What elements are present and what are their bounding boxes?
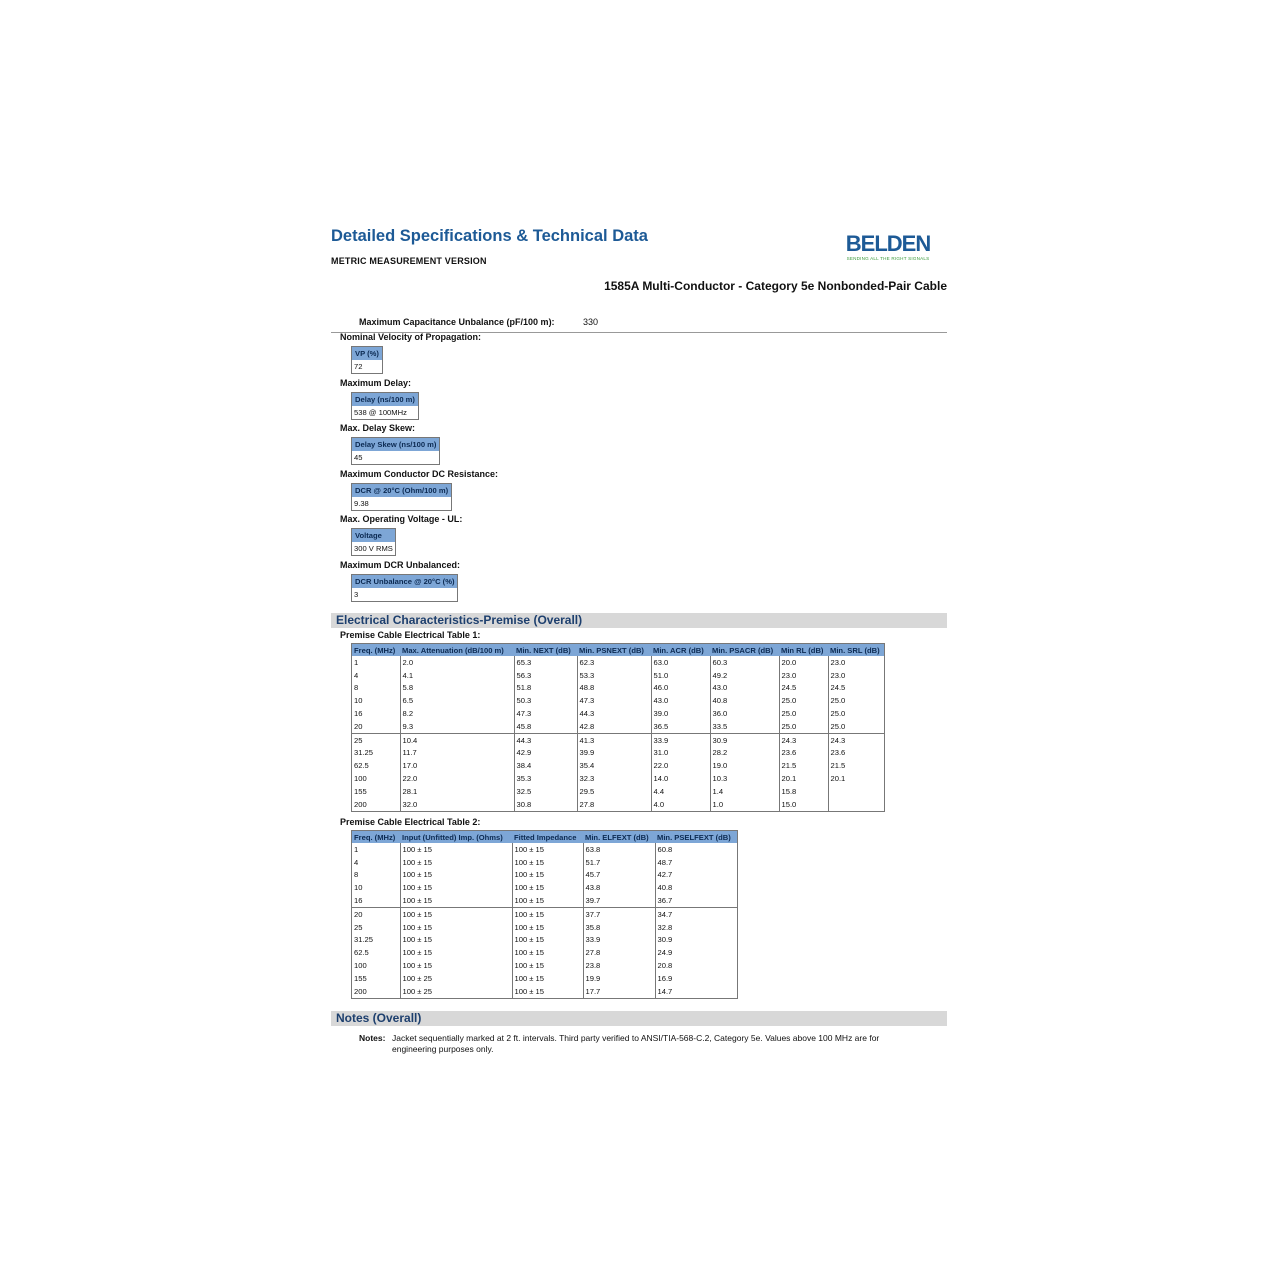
- table-cell: 32.3: [577, 772, 651, 785]
- table-cell: 24.5: [779, 682, 828, 695]
- table-cell: 20.8: [655, 959, 738, 972]
- table-cell: 36.7: [655, 894, 738, 907]
- table-row: [352, 785, 885, 798]
- table-cell: 47.3: [577, 694, 651, 707]
- property-header: Voltage: [352, 529, 395, 542]
- notes-label: Notes:: [359, 1033, 386, 1043]
- table-cell: 24.9: [655, 946, 738, 959]
- table-cell: 4: [352, 856, 401, 869]
- table-cell: 35.4: [577, 759, 651, 772]
- column-header: Min. SRL (dB): [828, 644, 885, 657]
- table-cell: 2.0: [400, 656, 514, 669]
- table-cell: 4.4: [651, 785, 710, 798]
- property-header: VP (%): [352, 347, 382, 360]
- property-header: DCR Unbalance @ 20°C (%): [352, 575, 457, 588]
- table-cell: 100 ± 15: [400, 934, 512, 947]
- table-cell: 24.3: [828, 733, 885, 746]
- property-table: [351, 574, 458, 602]
- table-cell: 25.0: [779, 720, 828, 733]
- table-cell: 32.8: [655, 921, 738, 934]
- product-title: 1585A Multi-Conductor - Category 5e Nonbonded-Pair Cable: [604, 279, 947, 293]
- table-cell: 40.8: [710, 694, 779, 707]
- table-cell: 44.3: [514, 733, 577, 746]
- table-row: [352, 694, 885, 707]
- table-cell: 27.8: [577, 798, 651, 811]
- table-cell: 200: [352, 798, 401, 811]
- table-cell: 100 ± 15: [512, 934, 583, 947]
- table-cell: 62.5: [352, 759, 401, 772]
- table-cell: 44.3: [577, 707, 651, 720]
- table-cell: 24.5: [828, 682, 885, 695]
- table-row: [352, 843, 738, 856]
- table-cell: 51.8: [514, 682, 577, 695]
- property-label: Maximum DCR Unbalanced:: [340, 560, 461, 570]
- table-cell: 1.0: [710, 798, 779, 811]
- table-cell: 100: [352, 959, 401, 972]
- column-header: Max. Attenuation (dB/100 m): [400, 644, 514, 657]
- property-label: Nominal Velocity of Propagation:: [340, 332, 482, 342]
- table-cell: 4.0: [651, 798, 710, 811]
- table-cell: 31.25: [352, 747, 401, 760]
- table-cell: 38.4: [514, 759, 577, 772]
- table-cell: 4: [352, 669, 401, 682]
- table-cell: 32.5: [514, 785, 577, 798]
- table-cell: 100 ± 15: [512, 959, 583, 972]
- property-header: Delay (ns/100 m): [352, 393, 418, 406]
- table-cell: 100 ± 25: [400, 972, 512, 985]
- table-cell: 63.8: [583, 843, 655, 856]
- table-cell: 19.0: [710, 759, 779, 772]
- table-cell: 23.0: [828, 656, 885, 669]
- table-cell: 100 ± 15: [512, 946, 583, 959]
- table-cell: 33.9: [651, 733, 710, 746]
- table-cell: [828, 785, 885, 798]
- table-cell: 51.7: [583, 856, 655, 869]
- table-cell: 30.9: [655, 934, 738, 947]
- table-cell: 100 ± 15: [400, 881, 512, 894]
- property-value: 9.38: [354, 499, 369, 508]
- property-label: Maximum Conductor DC Resistance:: [340, 469, 499, 479]
- table-cell: 20.0: [779, 656, 828, 669]
- table-header-row: [352, 831, 738, 844]
- table-cell: 19.9: [583, 972, 655, 985]
- column-header: Min RL (dB): [779, 644, 828, 657]
- table-cell: 39.0: [651, 707, 710, 720]
- column-header: Min. PSACR (dB): [710, 644, 779, 657]
- table-cell: 20.1: [779, 772, 828, 785]
- table-cell: 39.9: [577, 747, 651, 760]
- table-row: [352, 972, 738, 985]
- table-cell: 46.0: [651, 682, 710, 695]
- column-header: Freq. (MHz): [352, 644, 401, 657]
- table-cell: 43.0: [651, 694, 710, 707]
- table-cell: 34.7: [655, 907, 738, 920]
- table-cell: 1: [352, 843, 401, 856]
- table-cell: 65.3: [514, 656, 577, 669]
- table-cell: 21.5: [828, 759, 885, 772]
- table-cell: 100 ± 15: [512, 985, 583, 998]
- table-cell: 17.0: [400, 759, 514, 772]
- table-cell: 60.8: [655, 843, 738, 856]
- table-cell: 100 ± 15: [512, 894, 583, 907]
- property-table: [351, 437, 440, 465]
- table-cell: 20: [352, 907, 401, 920]
- table-cell: 10: [352, 694, 401, 707]
- table-cell: 42.8: [577, 720, 651, 733]
- electrical-table-1: [351, 643, 885, 812]
- property-header: DCR @ 20°C (Ohm/100 m): [352, 484, 451, 497]
- table-cell: 36.0: [710, 707, 779, 720]
- table-cell: 6.5: [400, 694, 514, 707]
- table-row: [352, 682, 885, 695]
- table-cell: 100 ± 15: [400, 921, 512, 934]
- table-cell: 100 ± 15: [512, 907, 583, 920]
- table-cell: 155: [352, 972, 401, 985]
- table-cell: 39.7: [583, 894, 655, 907]
- table-cell: 8.2: [400, 707, 514, 720]
- table-cell: 20: [352, 720, 401, 733]
- table-cell: 33.9: [583, 934, 655, 947]
- table-cell: 100 ± 15: [400, 856, 512, 869]
- table-row: [352, 869, 738, 882]
- property-value: 72: [354, 362, 363, 371]
- table-cell: 45.7: [583, 869, 655, 882]
- property-value: 300 V RMS: [354, 544, 393, 553]
- table-cell: [828, 798, 885, 811]
- table-cell: 51.0: [651, 669, 710, 682]
- table-row: [352, 985, 738, 998]
- table-cell: 27.8: [583, 946, 655, 959]
- table-row: [352, 759, 885, 772]
- table-cell: 62.3: [577, 656, 651, 669]
- table-cell: 31.0: [651, 747, 710, 760]
- table-cell: 28.1: [400, 785, 514, 798]
- table1-label: Premise Cable Electrical Table 1:: [340, 630, 481, 640]
- table-cell: 48.7: [655, 856, 738, 869]
- property-value: 3: [354, 590, 359, 599]
- table-row: [352, 894, 738, 907]
- table-cell: 32.0: [400, 798, 514, 811]
- logo-tagline: SENDING ALL THE RIGHT SIGNALS: [846, 256, 930, 261]
- table-cell: 50.3: [514, 694, 577, 707]
- table-cell: 25.0: [828, 694, 885, 707]
- section-header-notes: [331, 1011, 947, 1026]
- table-row: [352, 707, 885, 720]
- table-cell: 25.0: [828, 720, 885, 733]
- table-cell: 8: [352, 682, 401, 695]
- table-cell: 23.0: [779, 669, 828, 682]
- table-cell: 25: [352, 733, 401, 746]
- section-header-electrical: [331, 613, 947, 628]
- table-cell: 30.8: [514, 798, 577, 811]
- table-cell: 36.5: [651, 720, 710, 733]
- table-row: [352, 656, 885, 669]
- table-cell: 33.5: [710, 720, 779, 733]
- table-cell: 56.3: [514, 669, 577, 682]
- table-cell: 35.3: [514, 772, 577, 785]
- table-cell: 23.6: [828, 747, 885, 760]
- column-header: Min. NEXT (dB): [514, 644, 577, 657]
- table-row: [352, 733, 885, 746]
- column-header: Input (Unfitted) Imp. (Ohms): [400, 831, 512, 844]
- table-cell: 10.3: [710, 772, 779, 785]
- table-cell: 22.0: [400, 772, 514, 785]
- table-cell: 14.0: [651, 772, 710, 785]
- table-cell: 43.0: [710, 682, 779, 695]
- property-table: [351, 483, 452, 511]
- table-cell: 1.4: [710, 785, 779, 798]
- table-header-row: [352, 644, 885, 657]
- notes-text: Jacket sequentially marked at 2 ft. intervals. Third party verified to ANSI/TIA-568-C.2, Category 5e. Values above 100 MHz are for engineering purposes only.: [392, 1033, 880, 1054]
- table-cell: 200: [352, 985, 401, 998]
- table-cell: 16.9: [655, 972, 738, 985]
- table-row: [352, 720, 885, 733]
- column-header: Min. ELFEXT (dB): [583, 831, 655, 844]
- table-cell: 42.7: [655, 869, 738, 882]
- table-cell: 25.0: [779, 694, 828, 707]
- property-label: Max. Delay Skew:: [340, 423, 416, 433]
- table-cell: 100 ± 15: [512, 843, 583, 856]
- table-cell: 100 ± 15: [512, 881, 583, 894]
- column-header: Freq. (MHz): [352, 831, 401, 844]
- table-row: [352, 747, 885, 760]
- table-cell: 100 ± 15: [400, 843, 512, 856]
- table-cell: 49.2: [710, 669, 779, 682]
- table-cell: 4.1: [400, 669, 514, 682]
- table-cell: 16: [352, 894, 401, 907]
- table-row: [352, 881, 738, 894]
- table-cell: 100: [352, 772, 401, 785]
- table-cell: 41.3: [577, 733, 651, 746]
- table-cell: 10.4: [400, 733, 514, 746]
- section-title: Notes (Overall): [336, 1011, 422, 1025]
- table-cell: 100 ± 25: [400, 985, 512, 998]
- table-cell: 31.25: [352, 934, 401, 947]
- table-cell: 9.3: [400, 720, 514, 733]
- property-label: Max. Operating Voltage - UL:: [340, 514, 463, 524]
- table-cell: 43.8: [583, 881, 655, 894]
- table-cell: 21.5: [779, 759, 828, 772]
- table-cell: 100 ± 15: [512, 972, 583, 985]
- table-cell: 5.8: [400, 682, 514, 695]
- table-cell: 29.5: [577, 785, 651, 798]
- table-cell: 100 ± 15: [400, 959, 512, 972]
- table-cell: 62.5: [352, 946, 401, 959]
- table-row: [352, 907, 738, 920]
- section-title: Electrical Characteristics-Premise (Overall): [336, 613, 583, 627]
- table-cell: 20.1: [828, 772, 885, 785]
- column-header: Fitted Impedance: [512, 831, 583, 844]
- column-header: Min. ACR (dB): [651, 644, 710, 657]
- property-table: [351, 392, 419, 420]
- table-cell: 28.2: [710, 747, 779, 760]
- column-header: Min. PSELFEXT (dB): [655, 831, 738, 844]
- table-row: [352, 772, 885, 785]
- table-row: [352, 934, 738, 947]
- table-row: [352, 856, 738, 869]
- table-cell: 15.8: [779, 785, 828, 798]
- property-label: Maximum Delay:: [340, 378, 412, 388]
- table-cell: 23.0: [828, 669, 885, 682]
- property-value: 538 @ 100MHz: [354, 408, 407, 417]
- table-cell: 22.0: [651, 759, 710, 772]
- table-cell: 53.3: [577, 669, 651, 682]
- table-row: [352, 921, 738, 934]
- capacitance-value: 330: [583, 317, 599, 327]
- table-cell: 25: [352, 921, 401, 934]
- table-cell: 42.9: [514, 747, 577, 760]
- table-cell: 11.7: [400, 747, 514, 760]
- property-header: Delay Skew (ns/100 m): [352, 438, 439, 451]
- table-cell: 100 ± 15: [512, 869, 583, 882]
- table-cell: 100 ± 15: [400, 894, 512, 907]
- capacitance-label: Maximum Capacitance Unbalance (pF/100 m):: [359, 317, 555, 327]
- table-cell: 45.8: [514, 720, 577, 733]
- table-cell: 100 ± 15: [512, 921, 583, 934]
- page-title: Detailed Specifications & Technical Data: [331, 227, 648, 245]
- table-cell: 16: [352, 707, 401, 720]
- table-cell: 63.0: [651, 656, 710, 669]
- table-row: [352, 669, 885, 682]
- table-cell: 23.8: [583, 959, 655, 972]
- table-cell: 15.0: [779, 798, 828, 811]
- property-table: [351, 528, 396, 556]
- logo-wordmark: BELDEN: [845, 231, 931, 256]
- electrical-table-2: [351, 830, 738, 999]
- table-cell: 100 ± 15: [512, 856, 583, 869]
- table-cell: 1: [352, 656, 401, 669]
- table-cell: 100 ± 15: [400, 869, 512, 882]
- column-header: Min. PSNEXT (dB): [577, 644, 651, 657]
- table-cell: 8: [352, 869, 401, 882]
- belden-logo: [843, 232, 933, 261]
- table-cell: 25.0: [828, 707, 885, 720]
- table-cell: 47.3: [514, 707, 577, 720]
- table-cell: 17.7: [583, 985, 655, 998]
- table-cell: 100 ± 15: [400, 907, 512, 920]
- table2-label: Premise Cable Electrical Table 2:: [340, 817, 481, 827]
- table-cell: 40.8: [655, 881, 738, 894]
- table-cell: 25.0: [779, 707, 828, 720]
- table-row: [352, 959, 738, 972]
- page-subtitle: METRIC MEASUREMENT VERSION: [331, 256, 487, 266]
- table-cell: 37.7: [583, 907, 655, 920]
- table-cell: 155: [352, 785, 401, 798]
- table-cell: 35.8: [583, 921, 655, 934]
- table-cell: 30.9: [710, 733, 779, 746]
- table-cell: 24.3: [779, 733, 828, 746]
- table-row: [352, 798, 885, 811]
- table-cell: 14.7: [655, 985, 738, 998]
- property-table: [351, 346, 383, 374]
- table-cell: 60.3: [710, 656, 779, 669]
- property-value: 45: [354, 453, 363, 462]
- table-row: [352, 946, 738, 959]
- table-cell: 10: [352, 881, 401, 894]
- table-cell: 100 ± 15: [400, 946, 512, 959]
- table-cell: 23.6: [779, 747, 828, 760]
- table-cell: 48.8: [577, 682, 651, 695]
